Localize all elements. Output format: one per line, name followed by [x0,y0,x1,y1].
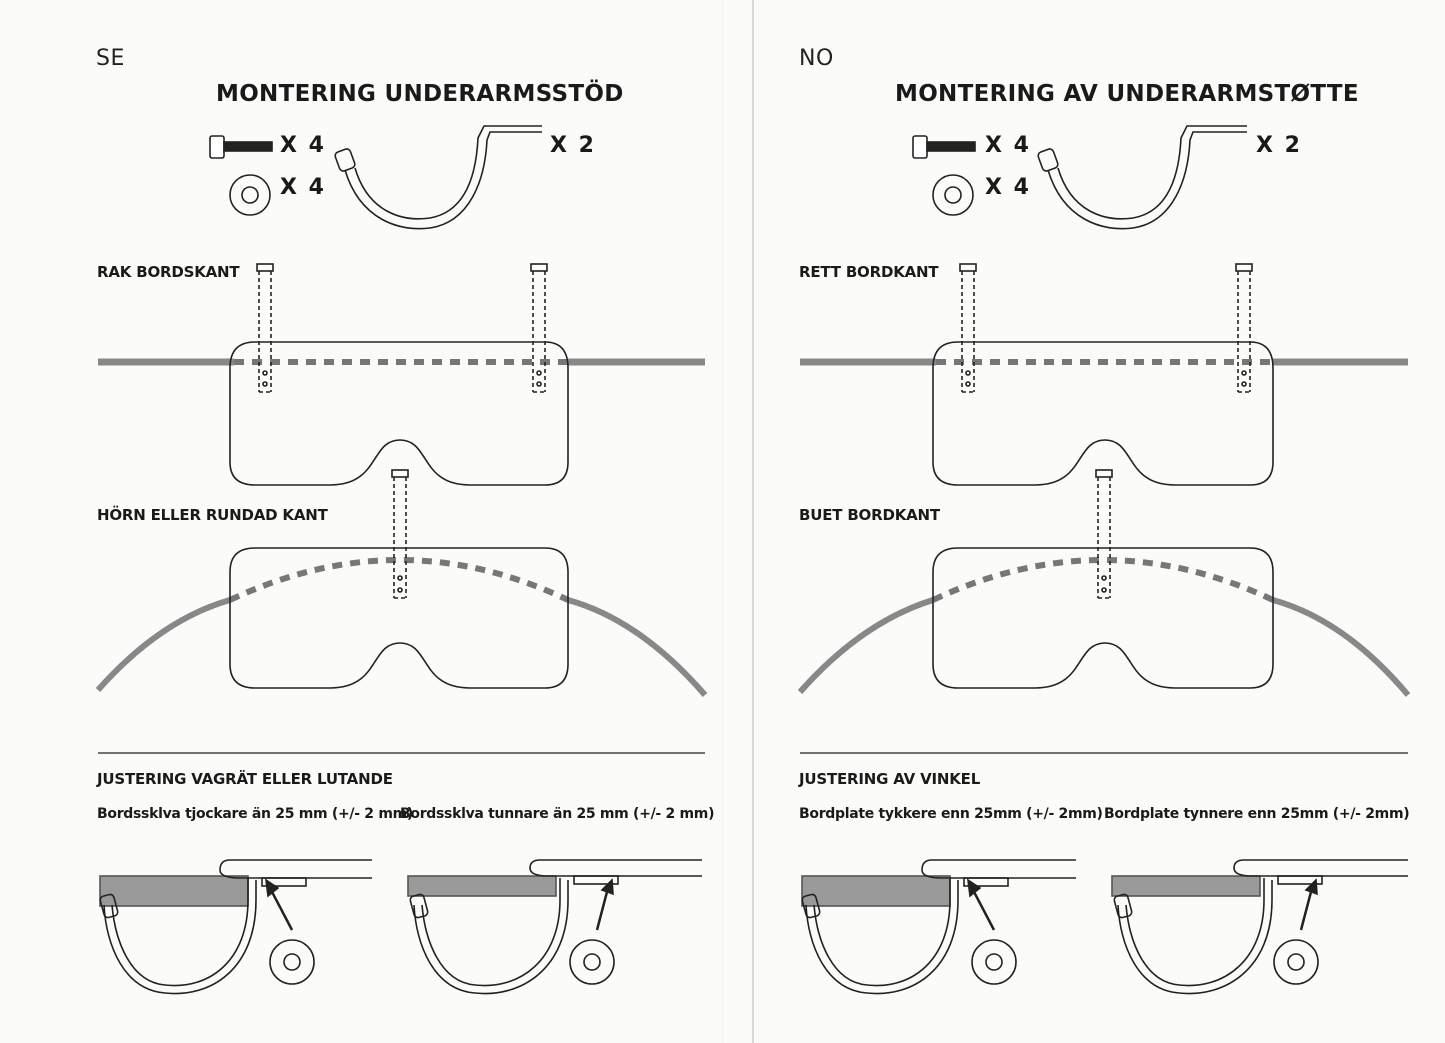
bracket-quantity: X 2 [1256,133,1302,158]
washer-quantity: X 4 [280,175,326,200]
thin-adjustment-diagram [1112,860,1408,994]
screw-icon [913,136,975,158]
washer-quantity: X 4 [985,175,1031,200]
curved-edge-label: BUET BORDKANT [799,506,940,524]
language-code: NO [799,46,834,71]
page-title: MONTERING UNDERARMSSTÖD [216,81,624,107]
bracket-quantity: X 2 [550,133,596,158]
straight-edge-label: RAK BORDSKANT [97,263,240,281]
language-code: SE [96,46,125,71]
washer-icon [933,175,973,215]
curved-edge-label: HÖRN ELLER RUNDAD KANT [97,506,328,524]
bracket-icon [1037,126,1247,229]
curved-edge-diagram [800,470,1408,695]
screw-quantity: X 4 [985,133,1031,158]
thick-adjustment-diagram [801,860,1076,994]
straight-edge-label: RETT BORDKANT [799,263,939,281]
screw-quantity: X 4 [280,133,326,158]
thick-tabletop-label: Bordplate tykkere enn 25mm (+/- 2mm) [799,806,1103,822]
adjustment-label: JUSTERING VAGRÄT ELLER LUTANDE [97,770,393,788]
page-title: MONTERING AV UNDERARMSTØTTE [895,81,1359,107]
thin-tabletop-label: Bordssklva tunnare än 25 mm (+/- 2 mm) [400,806,715,822]
thin-tabletop-label: Bordplate tynnere enn 25mm (+/- 2mm) [1104,806,1410,822]
straight-edge-diagram [800,264,1408,485]
thick-tabletop-label: Bordssklva tjockare än 25 mm (+/- 2 mm) [97,806,413,822]
adjustment-label: JUSTERING AV VINKEL [799,770,981,788]
